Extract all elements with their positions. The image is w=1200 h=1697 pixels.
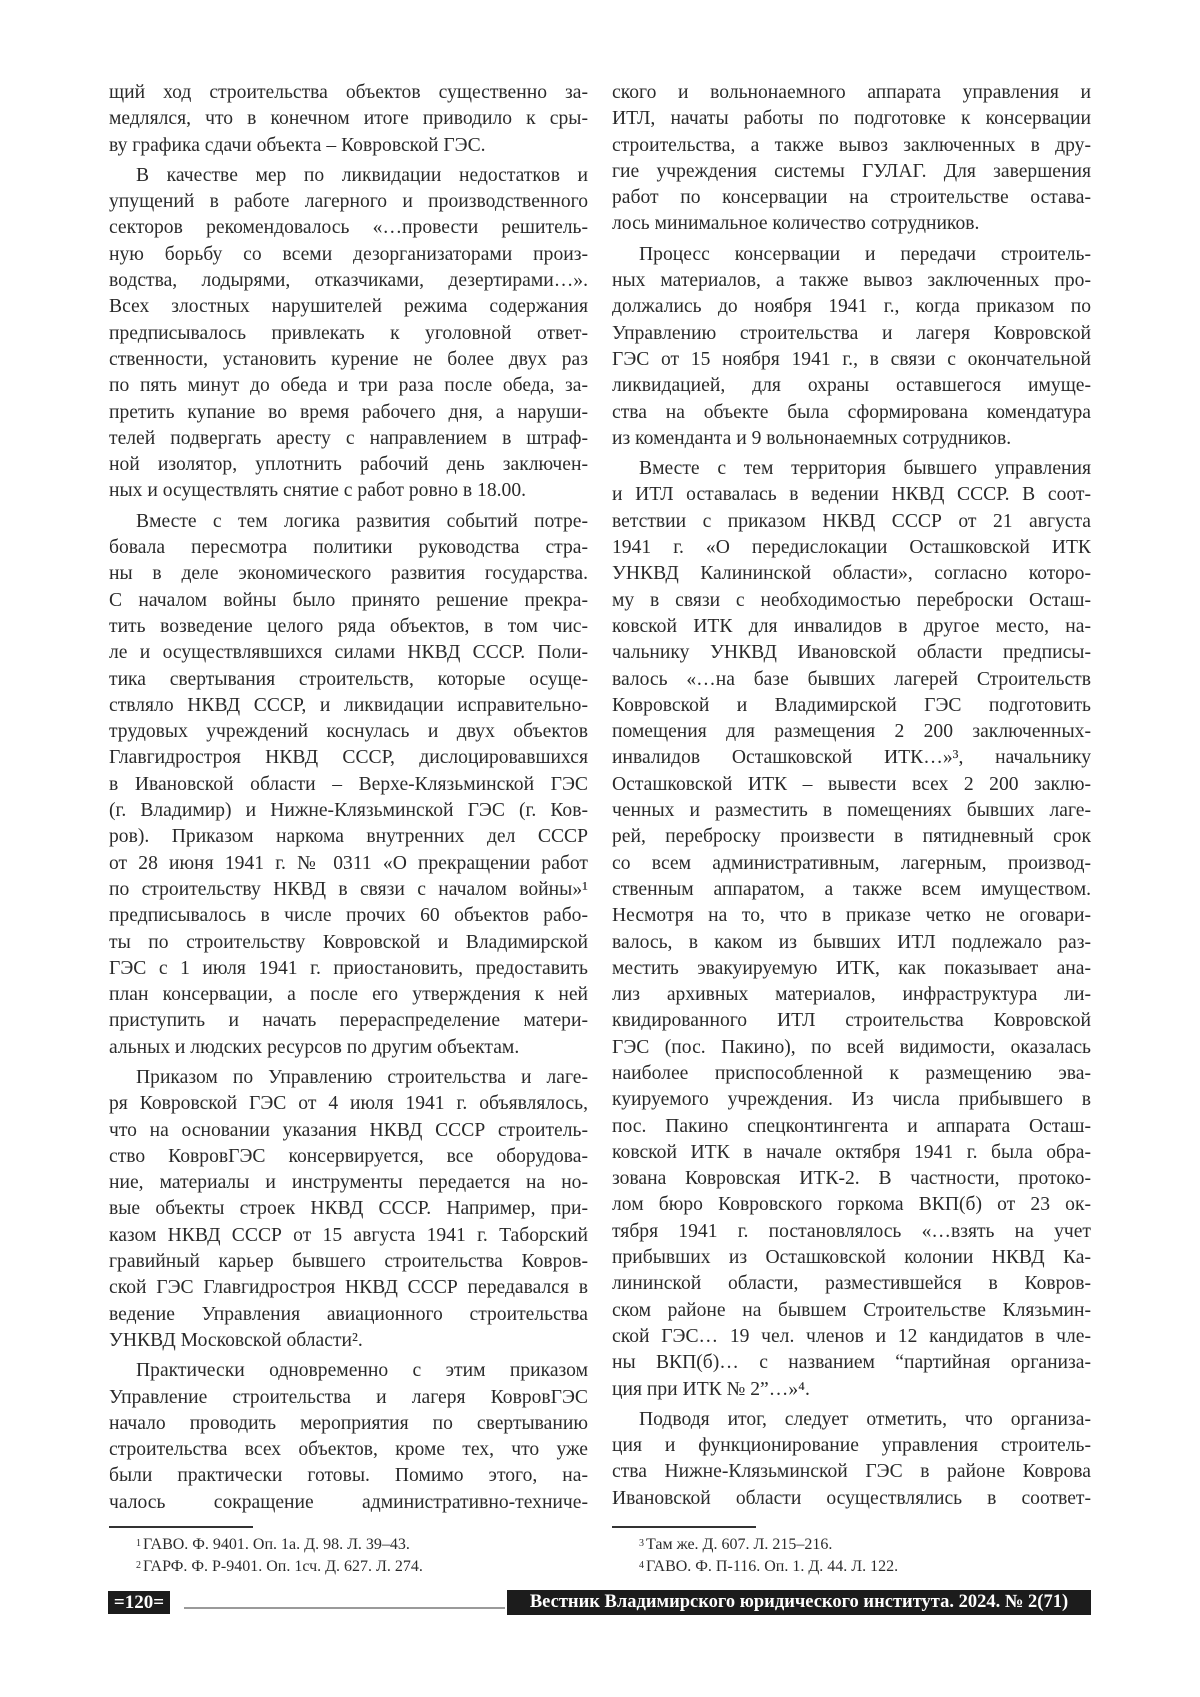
text-line: медлялся, что в конечном итоге приводило к сры- [109, 106, 588, 132]
text-line: Осташковской ИТК – вывести всех 2 200 заклю- [612, 772, 1091, 798]
text-column-left [109, 80, 588, 1516]
footnote-number: 1 [136, 1538, 141, 1549]
text-line: лось минимальное количество сотрудников. [612, 211, 1091, 237]
text-line: ны ВКП(б)… с названием “партийная организа- [612, 1350, 1091, 1376]
text-line: предписывалось в числе прочих 60 объектов рабо- [109, 903, 588, 929]
text-line: строительства всех объектов, кроме тех, что уже [109, 1437, 588, 1463]
paragraph [109, 163, 588, 505]
text-line: строительства, а также вывоз заключенных в дру- [612, 133, 1091, 159]
text-line: (г. Владимир) и Нижне-Клязьминской ГЭС (г. Ков- [109, 798, 588, 824]
text-line: ГЭС от 15 ноября 1941 г., в связи с окончательной [612, 347, 1091, 373]
paragraph [612, 456, 1091, 1403]
text-line: ных и осуществлять снятие с работ ровно в 18.00. [109, 478, 588, 504]
paragraph [109, 1065, 588, 1354]
footnote-number: 3 [639, 1538, 644, 1549]
footnote-text: ГАВО. Ф. 9401. Оп. 1а. Д. 98. Л. 39–43. [143, 1536, 410, 1553]
footnote-number: 2 [136, 1560, 141, 1571]
text-line: ров). Приказом наркома внутренних дел СССР [109, 824, 588, 850]
text-line: квидированного ИТЛ строительства Ковровской [612, 1008, 1091, 1034]
text-line: приступить и начать перераспределение матери- [109, 1008, 588, 1034]
footnote [109, 1556, 423, 1578]
paragraph [612, 80, 1091, 238]
text-line: от 28 июня 1941 г. № 0311 «О прекращении работ [109, 851, 588, 877]
text-line: телей подвергать аресту с направлением в штраф- [109, 426, 588, 452]
text-line: Приказом по Управлению строительства и лаге- [109, 1065, 588, 1091]
text-line: прибывших из Осташковской колонии НКВД Ка- [612, 1245, 1091, 1271]
text-line: ственным аппаратом, а также всем имуществом. [612, 877, 1091, 903]
text-line: Управление строительства и лагеря КовровГЭС [109, 1385, 588, 1411]
text-line: план консервации, а после его утверждения к ней [109, 982, 588, 1008]
text-line: в Ивановской области – Верхе-Клязьминской ГЭС [109, 772, 588, 798]
text-line: ву графика сдачи объекта – Ковровской ГЭС. [109, 133, 588, 159]
text-line: водства, лодырями, отказчиками, дезертирами…». [109, 268, 588, 294]
text-line: ведение Управления авиационного строительства [109, 1302, 588, 1328]
text-line: гравийный карьер бывшего строительства Ковров- [109, 1249, 588, 1275]
paragraph [612, 242, 1091, 452]
text-line: С началом войны было принято решение прекра- [109, 588, 588, 614]
text-line: Ковровской и Владимирской ГЭС подготовить [612, 693, 1091, 719]
text-line: ского и вольнонаемного аппарата управления и [612, 80, 1091, 106]
text-line: Вместе с тем логика развития событий потре- [109, 509, 588, 535]
footnote [109, 1534, 423, 1556]
text-line: по строительству НКВД в связи с началом войны»¹ [109, 877, 588, 903]
text-line: ле и осуществлявшихся силами НКВД СССР. Поли- [109, 640, 588, 666]
text-line: гие учреждения системы ГУЛАГ. Для завершения [612, 159, 1091, 185]
text-line: ных материалов, а также вывоз заключенных про- [612, 268, 1091, 294]
text-line: ция при ИТК № 2”…»⁴. [612, 1377, 1091, 1403]
text-line: щий ход строительства объектов существенно за- [109, 80, 588, 106]
page-number: =120= [108, 1591, 170, 1614]
text-line: Ивановской области осуществлялись в соответ- [612, 1486, 1091, 1512]
text-line: Подводя итог, следует отметить, что организа- [612, 1407, 1091, 1433]
footnote-number: 4 [639, 1560, 644, 1571]
text-line: ствляло НКВД СССР, и ликвидации исправительно- [109, 693, 588, 719]
text-line: что на основании указания НКВД СССР строитель- [109, 1118, 588, 1144]
text-line: УНКВД Московской области². [109, 1328, 588, 1354]
text-line: В качестве мер по ликвидации недостатков и [109, 163, 588, 189]
footnotes-left [109, 1534, 423, 1578]
text-line: были практически готовы. Помимо этого, на- [109, 1463, 588, 1489]
text-line: ской ГЭС… 19 чел. членов и 12 кандидатов в чле- [612, 1324, 1091, 1350]
text-line: тить возведение целого ряда объектов, в том чис- [109, 614, 588, 640]
text-line: валось «…на базе бывших лагерей Строительств [612, 667, 1091, 693]
text-line: ченных и разместить в помещениях бывших лаге- [612, 798, 1091, 824]
text-line: рей, переброску произвести в пятидневный срок [612, 824, 1091, 850]
text-line: ция и функционирование управления строитель- [612, 1433, 1091, 1459]
text-line: претить купание во время рабочего дня, а наруши- [109, 400, 588, 426]
paragraph [612, 1407, 1091, 1512]
text-line: ны в деле экономического развития государства. [109, 561, 588, 587]
text-line: местить эвакуируемую ИТК, как показывает ана- [612, 956, 1091, 982]
paragraph [109, 1358, 588, 1516]
text-line: УНКВД Калининской области», согласно которо- [612, 561, 1091, 587]
footer-divider [184, 1607, 505, 1609]
text-line: валось, в каком из бывших ИТЛ подлежало раз- [612, 930, 1091, 956]
text-line: ИТЛ, начаты работы по подготовке к консервации [612, 106, 1091, 132]
text-line: му в связи с необходимостью переброски Осташ- [612, 588, 1091, 614]
footnote [612, 1534, 898, 1556]
footnote-text: ГАРФ. Ф. Р-9401. Оп. 1сч. Д. 627. Л. 274. [143, 1558, 423, 1575]
text-line: ства Нижне-Клязьминской ГЭС в районе Коврова [612, 1459, 1091, 1485]
text-line: Несмотря на то, что в приказе четко не оговари- [612, 903, 1091, 929]
text-line: лининской области, разместившейся в Ковров- [612, 1271, 1091, 1297]
footnote-text: Там же. Д. 607. Л. 215–216. [646, 1536, 832, 1553]
text-line: ветствии с приказом НКВД СССР от 21 августа [612, 509, 1091, 535]
text-line: зована Ковровская ИТК-2. В частности, протоко- [612, 1166, 1091, 1192]
text-line: Вместе с тем территория бывшего управления [612, 456, 1091, 482]
text-line: тика свертывания строительств, которые осуще- [109, 667, 588, 693]
text-line: ства на объекте была сформирована комендатура [612, 400, 1091, 426]
text-line: помещения для размещения 2 200 заключенных- [612, 719, 1091, 745]
text-line: должались до ноября 1941 г., когда приказом по [612, 294, 1091, 320]
text-line: ную борьбу со всеми дезорганизаторами произ- [109, 242, 588, 268]
paragraph [109, 509, 588, 1061]
text-line: предписывалось привлекать к уголовной ответ- [109, 321, 588, 347]
text-line: начало проводить мероприятия по свертыванию [109, 1411, 588, 1437]
text-line: наиболее приспособленной к размещению эва- [612, 1061, 1091, 1087]
footnote-separator-left [109, 1526, 253, 1528]
text-line: альных и людских ресурсов по другим объектам. [109, 1035, 588, 1061]
text-line: бовала пересмотра политики руководства стра- [109, 535, 588, 561]
text-line: тября 1941 г. постановлялось «…взять на учет [612, 1219, 1091, 1245]
text-line: ство КовровГЭС консервируется, все оборудова- [109, 1144, 588, 1170]
text-line: Практически одновременно с этим приказом [109, 1358, 588, 1384]
text-line: вые объекты строек НКВД СССР. Например, при- [109, 1196, 588, 1222]
text-line: трудовых учреждений коснулась и двух объектов [109, 719, 588, 745]
footnotes-right [612, 1534, 898, 1578]
text-line: инвалидов Осташковской ИТК…»³, начальнику [612, 745, 1091, 771]
text-line: ской ГЭС Главгидростроя НКВД СССР передавался в [109, 1275, 588, 1301]
text-line: ковской ИТК для инвалидов в другое место, на- [612, 614, 1091, 640]
text-line: 1941 г. «О передислокации Осташковской ИТК [612, 535, 1091, 561]
text-line: ликвидацией, для охраны оставшегося имуще- [612, 373, 1091, 399]
text-line: ГЭС (пос. Пакино), по всей видимости, оказалась [612, 1035, 1091, 1061]
text-line: чалось сокращение административно-техниче- [109, 1490, 588, 1516]
text-line: Процесс консервации и передачи строитель- [612, 242, 1091, 268]
text-line: пос. Пакино спецконтингента и аппарата Осташ- [612, 1114, 1091, 1140]
text-line: казом НКВД СССР от 15 августа 1941 г. Таборский [109, 1223, 588, 1249]
text-line: ря Ковровской ГЭС от 4 июля 1941 г. объявлялось, [109, 1091, 588, 1117]
text-line: лиз архивных материалов, инфраструктура ли- [612, 982, 1091, 1008]
text-line: работ по консервации на строительстве остава- [612, 185, 1091, 211]
footnote-separator-right [612, 1526, 756, 1528]
text-line: лом бюро Ковровского горкома ВКП(б) от 23 ок- [612, 1192, 1091, 1218]
text-line: чальнику УНКВД Ивановской области предписы- [612, 640, 1091, 666]
text-line: и ИТЛ оставалась в ведении НКВД СССР. В соот- [612, 482, 1091, 508]
text-line: ты по строительству Ковровской и Владимирской [109, 930, 588, 956]
text-line: Главгидростроя НКВД СССР, дислоцировавшихся [109, 745, 588, 771]
text-line: ковской ИТК в начале октября 1941 г. была обра- [612, 1140, 1091, 1166]
text-line: по пять минут до обеда и три раза после обеда, за- [109, 373, 588, 399]
text-line: упущений в работе лагерного и производственного [109, 189, 588, 215]
paragraph [109, 80, 588, 159]
text-line: Всех злостных нарушителей режима содержания [109, 294, 588, 320]
text-line: ние, материалы и инструменты передается на но- [109, 1170, 588, 1196]
text-line: Управлению строительства и лагеря Ковровской [612, 321, 1091, 347]
text-line: ГЭС с 1 июля 1941 г. приостановить, предоставить [109, 956, 588, 982]
text-line: из коменданта и 9 вольнонаемных сотрудников. [612, 426, 1091, 452]
text-line: ском районе на бывшем Строительстве Клязьмин- [612, 1298, 1091, 1324]
text-line: куируемого учреждения. Из числа прибывшего в [612, 1087, 1091, 1113]
text-line: ственности, установить курение не более двух раз [109, 347, 588, 373]
journal-title: Вестник Владимирского юридического института. 2024. № 2(71) [507, 1590, 1091, 1615]
text-line: со всем административным, лагерным, производ- [612, 851, 1091, 877]
footnote-text: ГАВО. Ф. П-116. Оп. 1. Д. 44. Л. 122. [646, 1558, 898, 1575]
text-line: ной изолятор, уплотнить рабочий день заключен- [109, 452, 588, 478]
footnote [612, 1556, 898, 1578]
text-column-right [612, 80, 1091, 1512]
text-line: секторов рекомендовалось «…провести решитель- [109, 215, 588, 241]
